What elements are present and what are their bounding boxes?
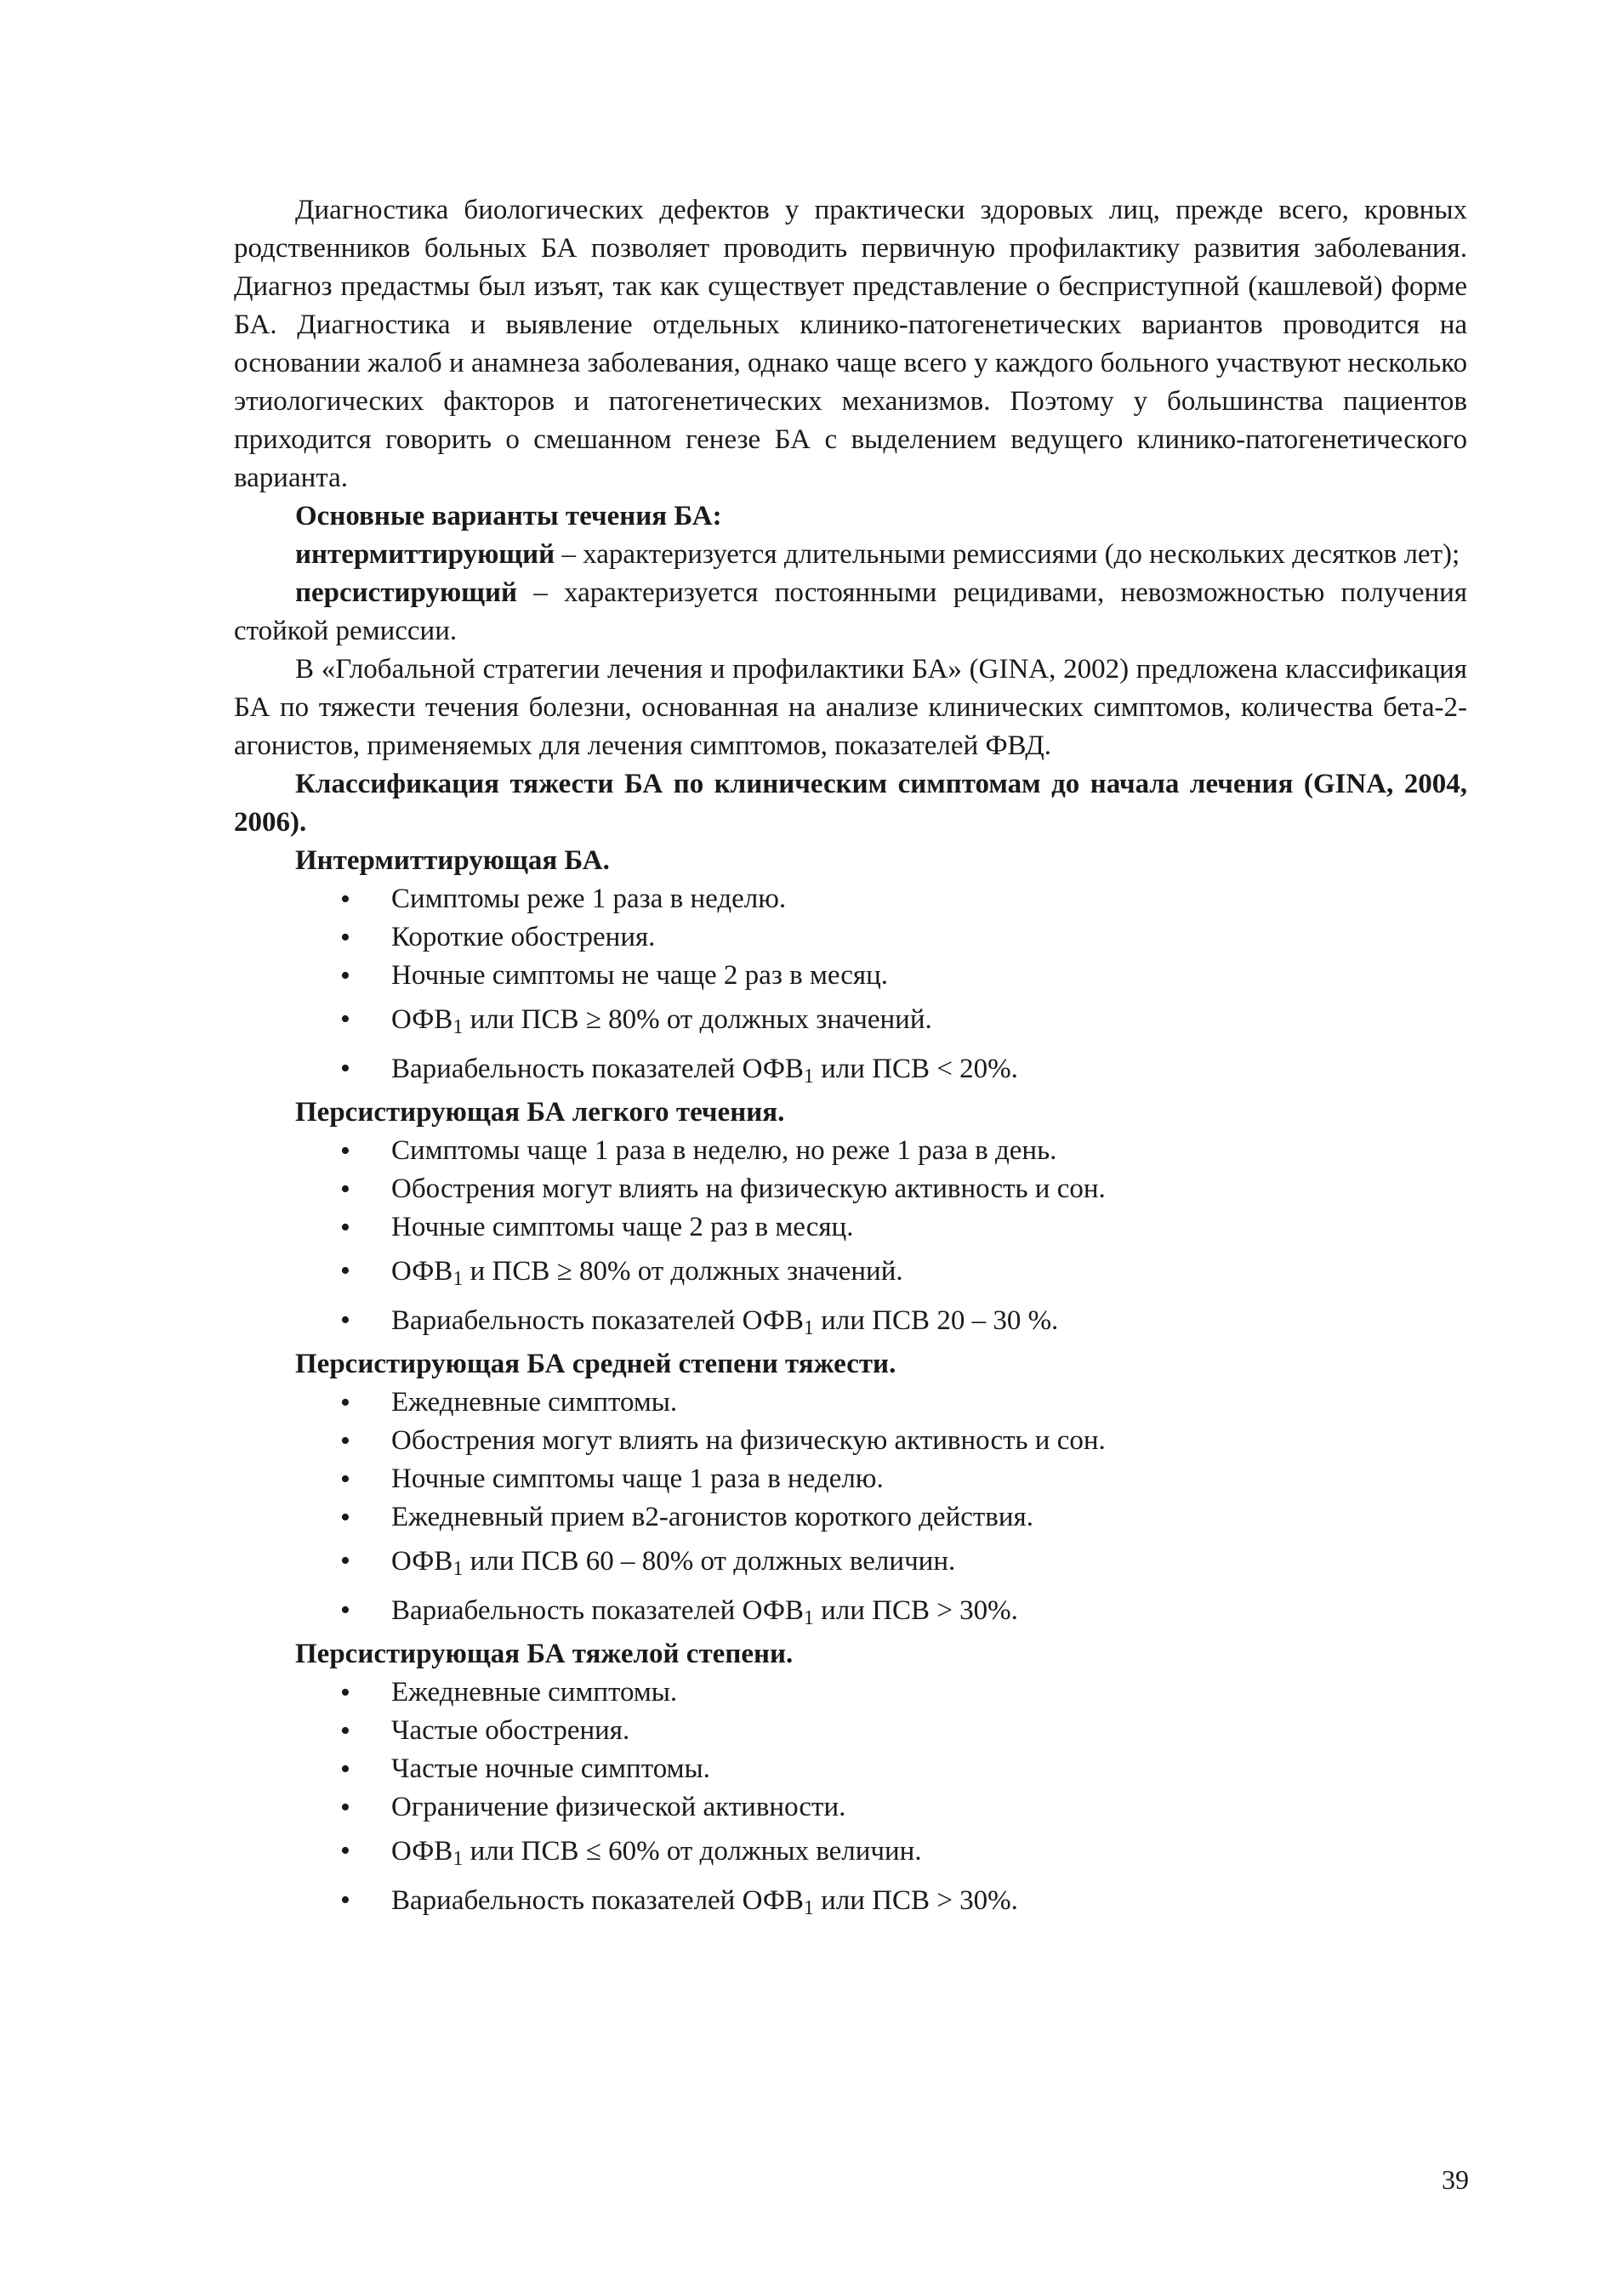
- heading-course-variants: Основные варианты течения БА:: [295, 501, 722, 531]
- list-item: [391, 995, 1467, 1044]
- text-persistent: – характеризуется постоянными рецидивами, невозможностью получения стойкой ремиссии.: [234, 577, 1467, 646]
- list-item: [391, 1827, 1467, 1876]
- list-item: [391, 1750, 1467, 1788]
- list-item-text: Вариабельность показателей ОФВ: [391, 1305, 804, 1336]
- document-page: [234, 191, 1467, 1925]
- subscript: 1: [452, 1268, 464, 1290]
- section-title: Персистирующая БА легкого течения.: [295, 1097, 785, 1128]
- list-item-text: Ежедневные симптомы.: [391, 1387, 678, 1418]
- list-item-text: или ПСВ < 20%.: [813, 1054, 1018, 1084]
- subscript: 1: [452, 1558, 464, 1580]
- list-item-text: Вариабельность показателей ОФВ: [391, 1885, 804, 1916]
- term-intermittent: интермиттирующий: [295, 539, 555, 570]
- list-item-text: Симптомы чаще 1 раза в неделю, но реже 1 раза в день.: [391, 1135, 1057, 1166]
- bullet-list: [234, 1384, 1467, 1635]
- list-item-text: Вариабельность показателей ОФВ: [391, 1054, 804, 1084]
- list-item: [391, 1498, 1467, 1537]
- section-title: Интермиттирующая БА.: [295, 845, 610, 876]
- list-item: [391, 957, 1467, 995]
- subscript: 1: [452, 1848, 464, 1870]
- list-item-text: или ПСВ ≤ 60% от должных величин.: [463, 1836, 922, 1867]
- list-item: [391, 1044, 1467, 1094]
- heading-classification: Классификация тяжести БА по клиническим симптомам до начала лечения (GINA, 2004, 2006).: [234, 769, 1467, 838]
- list-item: [391, 1460, 1467, 1498]
- list-item-text: Симптомы реже 1 раза в неделю.: [391, 884, 787, 914]
- paragraph-intermittent: [234, 536, 1467, 574]
- subscript: 1: [803, 1897, 814, 1919]
- list-item-text: ОФВ: [391, 1004, 453, 1035]
- term-persistent: персистирующий: [295, 577, 518, 608]
- list-item-text: Ночные симптомы чаще 2 раз в месяц.: [391, 1212, 854, 1242]
- paragraph-persistent: [234, 574, 1467, 651]
- list-item-text: Короткие обострения.: [391, 922, 656, 952]
- list-item-text: Ночные симптомы чаще 1 раза в неделю.: [391, 1463, 884, 1494]
- section-title: Персистирующая БА средней степени тяжести.: [295, 1349, 896, 1379]
- list-item-text: Ежедневные симптомы.: [391, 1677, 678, 1708]
- list-item-text: ОФВ: [391, 1836, 453, 1867]
- list-item: [391, 880, 1467, 918]
- list-item-text: или ПСВ ≥ 80% от должных значений.: [463, 1004, 932, 1035]
- list-item-text: Частые ночные симптомы.: [391, 1753, 710, 1784]
- list-item: [391, 1876, 1467, 1925]
- list-item-text: Ежедневный прием в2-агонистов короткого действия.: [391, 1502, 1033, 1532]
- list-item: [391, 1296, 1467, 1345]
- subscript: 1: [803, 1317, 814, 1339]
- list-item: [391, 1132, 1467, 1170]
- list-item-text: Частые обострения.: [391, 1715, 630, 1746]
- list-item-text: или ПСВ 20 – 30 %.: [813, 1305, 1059, 1336]
- list-item-text: ОФВ: [391, 1546, 453, 1577]
- list-item-text: Ограничение физической активности.: [391, 1792, 846, 1822]
- list-item: [391, 1674, 1467, 1712]
- subscript: 1: [803, 1066, 814, 1088]
- list-item: [391, 1537, 1467, 1586]
- list-item-text: Ночные симптомы не чаще 2 раз в месяц.: [391, 960, 889, 991]
- text-intermittent: – характеризуется длительными ремиссиями (до нескольких десятков лет);: [555, 539, 1460, 570]
- list-item: [391, 1170, 1467, 1208]
- list-item: [391, 1586, 1467, 1635]
- list-item-text: Обострения могут влиять на физическую активность и сон.: [391, 1174, 1106, 1204]
- list-item-text: и ПСВ ≥ 80% от должных значений.: [463, 1256, 903, 1287]
- severity-sections: [234, 842, 1467, 1925]
- section-title: Персистирующая БА тяжелой степени.: [295, 1639, 794, 1669]
- list-item: [391, 918, 1467, 957]
- subscript: 1: [803, 1607, 814, 1629]
- list-item-text: ОФВ: [391, 1256, 453, 1287]
- list-item-text: Обострения могут влиять на физическую активность и сон.: [391, 1425, 1106, 1456]
- bullet-list: [234, 880, 1467, 1094]
- page-number: 39: [1442, 2164, 1469, 2195]
- list-item-text: или ПСВ > 30%.: [813, 1595, 1018, 1626]
- list-item: [391, 1712, 1467, 1750]
- list-item: [391, 1788, 1467, 1827]
- list-item: [391, 1208, 1467, 1247]
- bullet-list: [234, 1132, 1467, 1345]
- list-item-text: Вариабельность показателей ОФВ: [391, 1595, 804, 1626]
- subscript: 1: [452, 1016, 464, 1038]
- list-item: [391, 1422, 1467, 1460]
- paragraph-diagnostics: Диагностика биологических дефектов у практически здоровых лиц, прежде всего, кровных родственников больных БА позволяет проводить первичную профилактику развития заболевания. Диагноз предастмы был изъят, так как существует представление о бесприступной (кашлевой) форме БА. Диагностика и выявление отдельных клинико-патогенетических вариантов проводится на основании жалоб и анамнеза заболевания, однако чаще всего у каждого больного участвуют несколько этиологических факторов и патогенетических механизмов. Поэтому у большинства пациентов приходится говорить о смешанном генезе БА с выделением ведущего клинико-патогенетического варианта.: [234, 195, 1467, 493]
- list-item-text: или ПСВ 60 – 80% от должных величин.: [463, 1546, 956, 1577]
- paragraph-gina: В «Глобальной стратегии лечения и профилактики БА» (GINA, 2002) предложена классификация БА по тяжести течения болезни, основанная на анализе клинических симптомов, количества бета-2-агонистов, применяемых для лечения симптомов, показателей ФВД.: [234, 654, 1467, 761]
- list-item-text: или ПСВ > 30%.: [813, 1885, 1018, 1916]
- bullet-list: [234, 1674, 1467, 1925]
- list-item: [391, 1247, 1467, 1296]
- list-item: [391, 1384, 1467, 1422]
